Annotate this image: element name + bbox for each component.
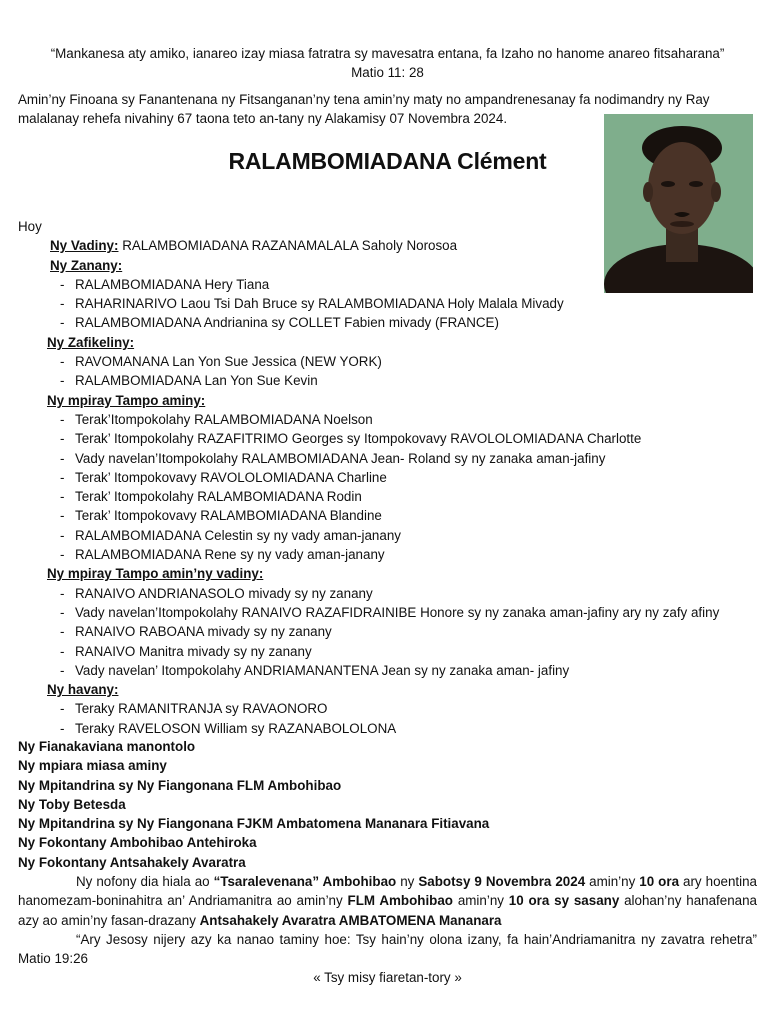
list-item: - Vady navelan’Itompokolahy RALAMBOMIADANA Jean- Roland sy ny zanaka aman-jafiny xyxy=(58,449,758,468)
verse-quote: “Mankanesa aty amiko, ianareo izay miasa fatratra sy mavesatra entana, fa Izaho no hanome anareo fitsaharana” xyxy=(50,46,725,61)
list-item: - Vady navelan’Itompokolahy RANAIVO RAZAFIDRAINIBE Honore sy ny zanaka aman-jafiny ary ny zafy afiny xyxy=(58,603,758,622)
list-item: - RANAIVO RABOANA mivady sy ny zanany xyxy=(58,622,758,641)
list-item: - RALAMBOMIADANA Andrianina sy COLLET Fabien mivady (FRANCE) xyxy=(58,313,758,332)
list-item: - Terak’ Itompokovavy RALAMBOMIADANA Blandine xyxy=(58,506,758,525)
mourner-line: Ny Fianakaviana manontolo xyxy=(18,739,196,754)
list-item: - RAHARINARIVO Laou Tsi Dah Bruce sy RALAMBOMIADANA Holy Malala Mivady xyxy=(58,294,758,313)
group-members xyxy=(18,352,758,391)
relative-group-heading xyxy=(18,564,758,583)
announcement-intro: Amin’ny Finoana sy Fanantenana ny Fitsanganan’ny tena amin’ny maty no ampandrenesanay fa nodimandry ny Ray malalanay rehefa nivahiny 67 taona teto an-tany ny Alakamisy 07 Novembra 2024. xyxy=(18,92,710,127)
funeral-church: FLM Ambohibao xyxy=(347,893,453,909)
list-item: - RALAMBOMIADANA Rene sy ny vady aman-janany xyxy=(58,545,758,564)
group-members xyxy=(18,699,758,738)
group-label: Ny mpiray Tampo amin’ny vadiny: xyxy=(47,566,264,582)
list-item: - RALAMBOMIADANA Lan Yon Sue Kevin xyxy=(58,371,758,390)
closing-line: « Tsy misy fiaretan-tory » xyxy=(313,970,462,985)
group-members xyxy=(18,410,758,564)
funeral-text-2: ny xyxy=(396,874,419,889)
funeral-text-5: amin’ny xyxy=(453,893,509,909)
funeral-text-4: ary hoentina hanomezam-boninahitra an’ Andriamanitra ao amin’ny xyxy=(18,874,758,909)
group-label: Ny havany: xyxy=(47,682,119,698)
funeral-date: Sabotsy 9 Novembra 2024 xyxy=(418,874,586,889)
list-item: - RALAMBOMIADANA Celestin sy ny vady aman-janany xyxy=(58,526,758,545)
opening-verse xyxy=(18,44,757,83)
funeral-time-1: 10 ora xyxy=(639,874,680,889)
burial-place: Antsahakely Avaratra AMBATOMENA Mananara xyxy=(199,912,502,928)
list-item: - Terak’ Itompokovavy RAVOLOLOMIADANA Charline xyxy=(58,468,758,487)
list-item: - RANAIVO Manitra mivady sy ny zanany xyxy=(58,642,758,661)
family-list xyxy=(18,217,758,738)
verse-reference: Matio 11: 28 xyxy=(351,65,424,81)
list-item: - Teraky RAVELOSON William sy RAZANABOLOLONA xyxy=(58,719,758,738)
group-members xyxy=(18,584,758,680)
hoy-label: Hoy xyxy=(18,219,42,234)
mourner-line: Ny Fokontany Antsahakely Avaratra xyxy=(18,854,246,870)
funeral-text-6: alohan’ny hanafenana azy ao amin’ny fasan-drazany xyxy=(18,893,757,928)
list-item: - Terak’ Itompokolahy RALAMBOMIADANA Rodin xyxy=(58,487,758,506)
group-label: Ny mpiray Tampo aminy: xyxy=(47,392,206,408)
funeral-text-1: Ny nofony dia hiala ao xyxy=(76,874,214,889)
funeral-time-2: 10 ora sy sasany xyxy=(508,893,620,909)
mourner-line: Ny mpiara miasa aminy xyxy=(18,758,167,774)
spouse-name: RALAMBOMIADANA RAZANAMALALA Saholy Norosoa xyxy=(118,238,458,254)
relative-group-heading xyxy=(18,680,758,699)
funeral-paragraph xyxy=(18,872,757,930)
relative-group-heading xyxy=(18,391,758,410)
list-item: - Teraky RAMANITRANJA sy RAVAONORO xyxy=(58,699,758,718)
relative-group-heading xyxy=(18,333,758,352)
list-item: - Terak’Itompokolahy RALAMBOMIADANA Noelson xyxy=(58,410,758,429)
spouse-line xyxy=(18,236,758,255)
group-label: Ny Zafikeliny: xyxy=(47,334,135,350)
mourner-line: Ny Mpitandrina sy Ny Fiangonana FLM Ambohibao xyxy=(18,777,342,793)
relative-group-heading xyxy=(18,256,758,275)
list-item: - RAVOMANANA Lan Yon Sue Jessica (NEW YORK) xyxy=(58,352,758,371)
list-item: - Terak’ Itompokolahy RAZAFITRIMO Georges sy Itompokovavy RAVOLOLOMIADANA Charlotte xyxy=(58,429,758,448)
group-members xyxy=(18,275,758,333)
mourner-line: Ny Fokontany Ambohibao Antehiroka xyxy=(18,835,257,851)
list-item: - RANAIVO ANDRIANASOLO mivady sy ny zanany xyxy=(58,584,758,603)
funeral-text-3: amin’ny xyxy=(585,874,640,889)
closing-verse: “Ary Jesosy nijery azy ka nanao taminy hoe: Tsy hain’ny olona izany, fa hain’Andriamanitra ny zavatra rehetra” Matio 19:26 xyxy=(18,931,757,967)
group-label: Ny Zanany: xyxy=(50,257,123,273)
other-mourners xyxy=(18,737,758,872)
mourner-line: Ny Toby Betesda xyxy=(18,796,126,812)
list-item: - RALAMBOMIADANA Hery Tiana xyxy=(58,275,758,294)
deceased-name: RALAMBOMIADANA Clément xyxy=(228,148,547,174)
funeral-place: “Tsaralevenana” Ambohibao xyxy=(213,874,397,889)
list-item: - Vady navelan’ Itompokolahy ANDRIAMANANTENA Jean sy ny zanaka aman- jafiny xyxy=(58,661,758,680)
mourner-line: Ny Mpitandrina sy Ny Fiangonana FJKM Ambatomena Mananara Fitiavana xyxy=(18,816,490,832)
spouse-label: Ny Vadiny: xyxy=(50,238,119,254)
funeral-details xyxy=(18,872,757,968)
relative-groups xyxy=(18,256,758,738)
